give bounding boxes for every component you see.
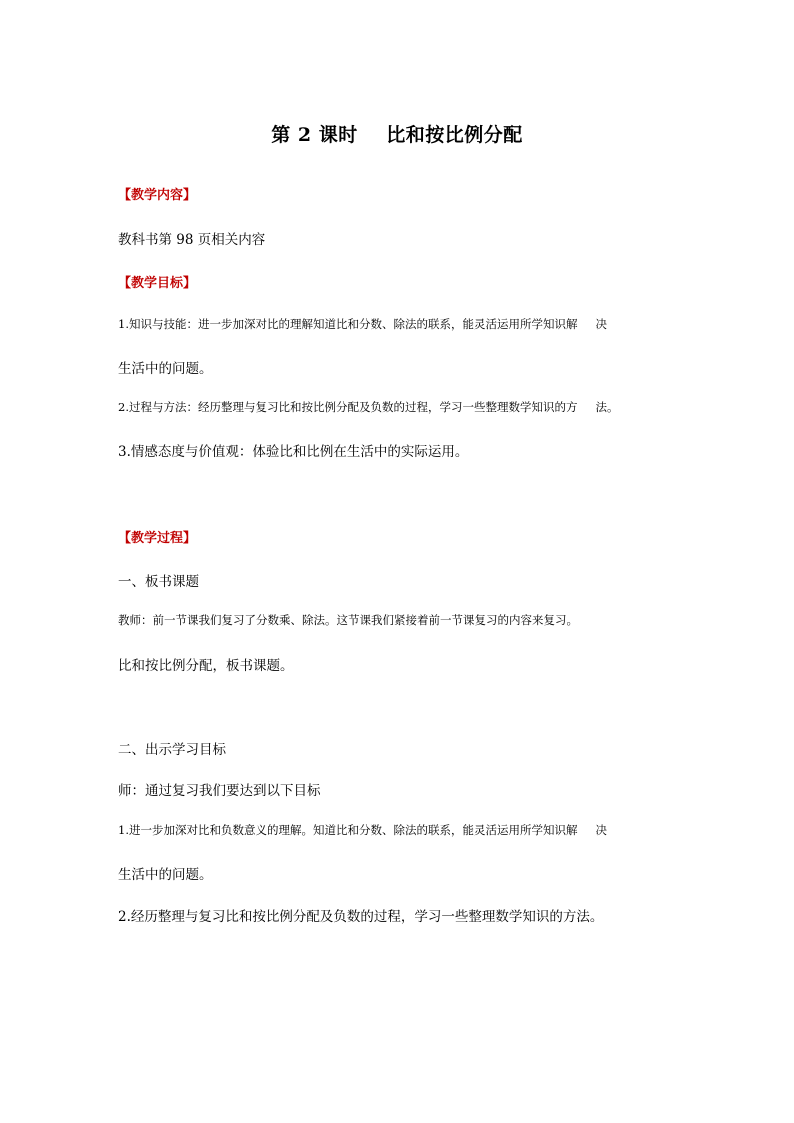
goal-item-2-text: 2.过程与方法：经历整理与复习比和按比例分配及负数的过程，学习一些整理数学知识的方 [118,400,578,414]
goal-item-3: 3.情感态度与价值观：体验比和比例在生活中的实际运用。 [118,444,469,460]
section-heading-goals: 【教学目标】 [118,276,197,291]
process-step-2-item-1 [118,822,607,838]
process-step-2-intro: 师：通过复习我们要达到以下目标 [118,783,321,799]
goal-item-1-continued: 生活中的问题。 [118,361,213,377]
goal-item-2-tail: 法。 [595,400,619,414]
goal-item-1-tail: 决 [595,317,607,331]
goal-item-1 [118,316,607,332]
process-step-2-item-1-text: 1.进一步加深对比和负数意义的理解。知道比和分数、除法的联系，能灵活运用所学知识解 [118,823,578,837]
section-heading-process: 【教学过程】 [118,531,197,546]
content-text: 教科书第 98 页相关内容 [118,232,266,248]
page-title: 第 2 课时 比和按比例分配 [271,124,523,146]
process-step-1-line-1: 教师：前一节课我们复习了分数乘、除法。这节课我们紧接着前一节课复习的内容来复习。 [118,613,578,627]
goal-item-2 [118,399,618,415]
process-step-2-title: 二、出示学习目标 [118,742,226,758]
process-step-2-item-1-continued: 生活中的问题。 [118,867,213,883]
process-step-1-title: 一、板书课题 [118,574,199,590]
process-step-1-line-2: 比和按比例分配，板书课题。 [118,658,294,674]
process-step-2-item-2: 2.经历整理与复习比和按比例分配及负数的过程，学习一些整理数学知识的方法。 [118,909,604,925]
process-step-2-item-1-tail: 决 [595,823,607,837]
section-heading-content: 【教学内容】 [118,188,197,203]
goal-item-1-text: 1.知识与技能：进一步加深对比的理解知道比和分数、除法的联系，能灵活运用所学知识解 [118,317,578,331]
